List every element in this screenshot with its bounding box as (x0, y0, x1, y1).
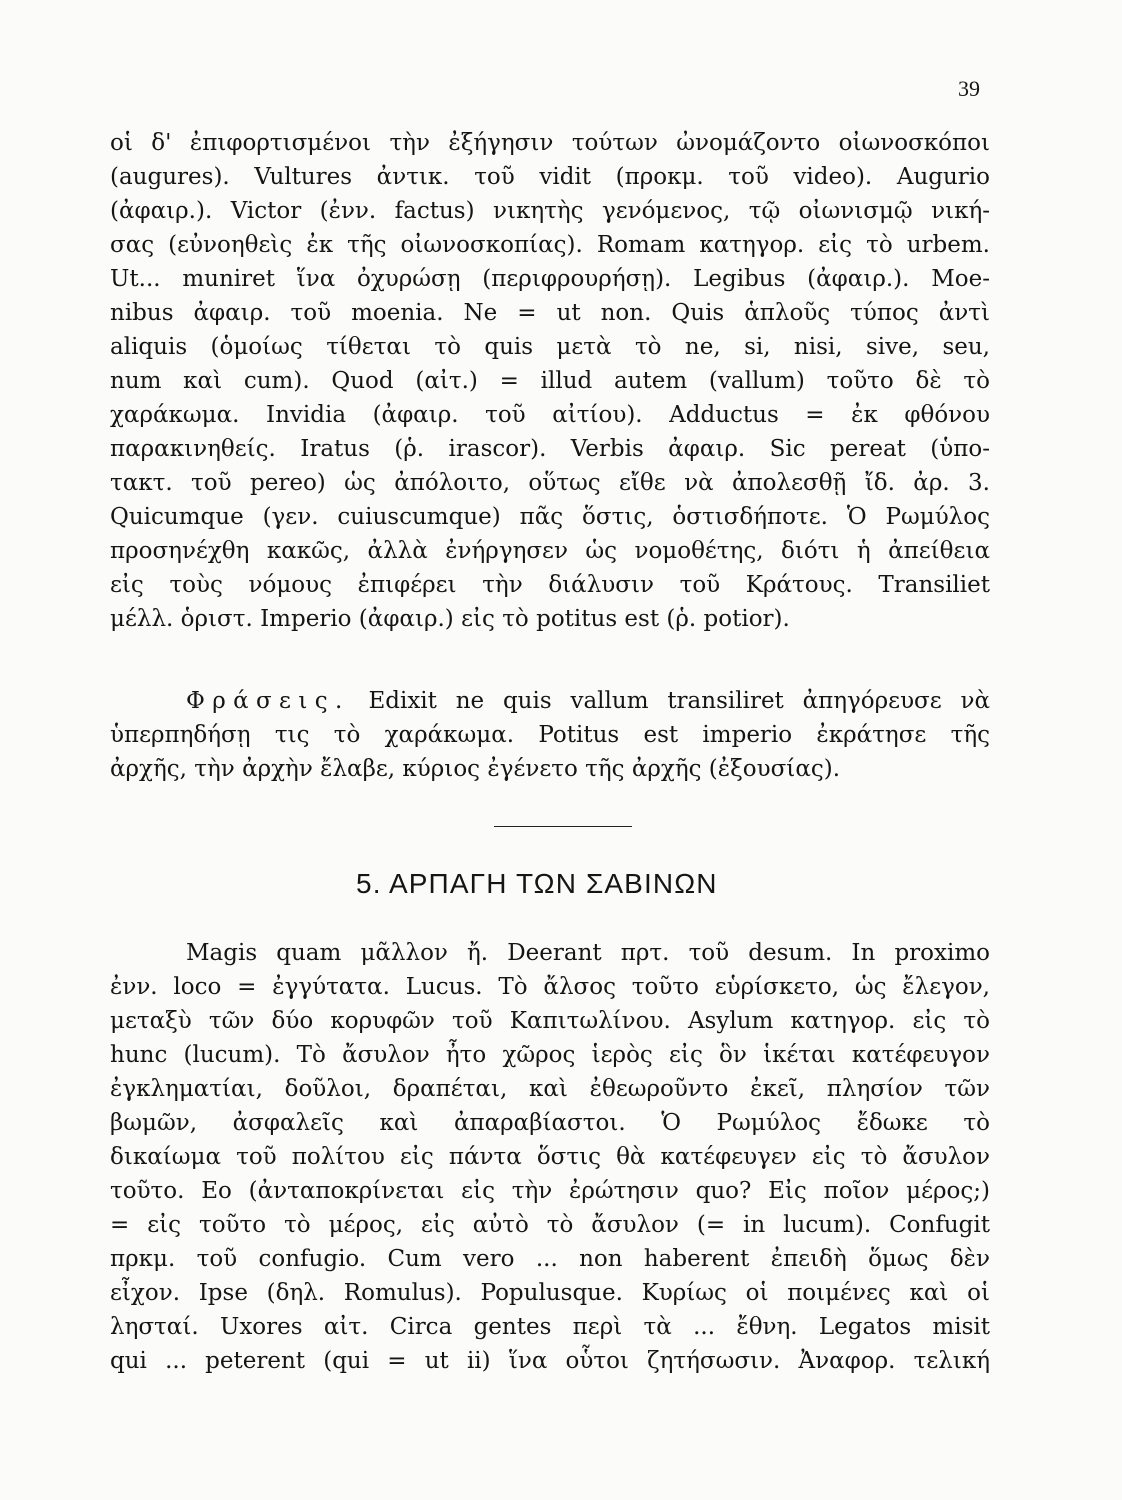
text-line: Edixit ne quis vallum transiliret ἀπηγόρευσε νὰ (368, 688, 990, 714)
text-line: πρκμ. τοῦ confugio. Cum vero ... non haberent ἐπειδὴ ὅμως δὲν (110, 1246, 990, 1272)
text-line: (ἀφαιρ.). Victor (ἐνν. factus) νικητὴς γενόμενος, τῷ οἰωνισμῷ νική- (110, 198, 990, 224)
text-line: εἶχον. Ipse (δηλ. Romulus). Populusque. Κυρίως οἱ ποιμένες καὶ οἱ (110, 1280, 990, 1306)
section-divider (494, 826, 632, 827)
text-line: μεταξὺ τῶν δύο κορυφῶν τοῦ Καπιτωλίνου. Asylum κατηγορ. εἰς τὸ (110, 1008, 990, 1034)
text-line: ὑπερπηδήσῃ τις τὸ χαράκωμα. Potitus est imperio ἐκράτησε τῆς (110, 722, 990, 748)
text-line: nibus ἀφαιρ. τοῦ moenia. Ne = ut non. Quis ἁπλοῦς τύπος ἀντὶ (110, 300, 990, 326)
page-number: 39 (958, 76, 980, 101)
text-line: λησταί. Uxores αἰτ. Circa gentes περὶ τὰ ... ἔθνη. Legatos misit (110, 1314, 990, 1340)
text-line: ἐγκληματίαι, δοῦλοι, δραπέται, καὶ ἐθεωροῦντο ἐκεῖ, πλησίον τῶν (110, 1076, 990, 1102)
text-line: οἱ δ' ἐπιφορτισμένοι τὴν ἐξήγησιν τούτων ὠνομάζοντο οἰωνοσκόποι (110, 130, 990, 156)
text-line: aliquis (ὁμοίως τίθεται τὸ quis μετὰ τὸ ne, si, nisi, sive, seu, (110, 334, 990, 360)
text-line: ἀρχῆς, τὴν ἀρχὴν ἔλαβε, κύριος ἐγένετο τῆς ἀρχῆς (ἐξουσίας). (110, 756, 841, 782)
phrases-heading: Φράσεις. (186, 688, 350, 714)
phrases-block (110, 684, 990, 786)
text-line: Ut... muniret ἵνα ὀχυρώσῃ (περιφρουρήσῃ). Legibus (ἀφαιρ.). Moe- (110, 266, 990, 292)
text-line: Magis quam μᾶλλον ἤ. Deerant πρτ. τοῦ desum. In proximo (186, 940, 990, 966)
text-line: = εἰς τοῦτο τὸ μέρος, εἰς αὐτὸ τὸ ἄσυλον (= in lucum). Confugit (110, 1212, 990, 1238)
text-line: βωμῶν, ἀσφαλεῖς καὶ ἀπαραβίαστοι. Ὁ Ρωμύλος ἔδωκε τὸ (110, 1110, 990, 1136)
text-line: τοῦτο. Eo (ἀνταποκρίνεται εἰς τὴν ἐρώτησιν quo? Εἰς ποῖον μέρος;) (110, 1178, 990, 1204)
text-line: ἐνν. loco = ἐγγύτατα. Lucus. Τὸ ἄλσος τοῦτο εὑρίσκετο, ὡς ἔλεγον, (110, 974, 990, 1000)
section-body (110, 936, 990, 1378)
text-line: hunc (lucum). Τὸ ἄσυλον ἦτο χῶρος ἱερὸς εἰς ὃν ἱκέται κατέφευγον (110, 1042, 990, 1068)
text-line: μέλλ. ὁριστ. Imperio (ἀφαιρ.) εἰς τὸ potitus est (ῥ. potior). (110, 606, 790, 632)
text-line: qui ... peterent (qui = ut ii) ἵνα οὗτοι ζητήσωσιν. Ἀναφορ. τελική (110, 1348, 990, 1374)
text-line: num καὶ cum). Quod (αἰτ.) = illud autem (vallum) τοῦτο δὲ τὸ (110, 368, 990, 394)
text-line: τακτ. τοῦ pereo) ὡς ἀπόλοιτο, οὕτως εἴθε νὰ ἀπολεσθῇ ἴδ. ἀρ. 3. (110, 470, 990, 496)
text-line: σας (εὐνοηθεὶς ἐκ τῆς οἰωνοσκοπίας). Romam κατηγορ. εἰς τὸ urbem. (110, 232, 990, 258)
text-line: χαράκωμα. Invidia (ἀφαιρ. τοῦ αἰτίου). Adductus = ἐκ φθόνου (110, 402, 990, 428)
section-title: 5. ΑΡΠΑΓΗ ΤΩΝ ΣΑΒΙΝΩΝ (356, 868, 718, 899)
text-line: προσηνέχθη κακῶς, ἀλλὰ ἐνήργησεν ὡς νομοθέτης, διότι ἡ ἀπείθεια (110, 538, 990, 564)
text-line: (augures). Vultures ἀντικ. τοῦ vidit (προκμ. τοῦ video). Augurio (110, 164, 990, 190)
text-line: δικαίωμα τοῦ πολίτου εἰς πάντα ὅστις θὰ κατέφευγεν εἰς τὸ ἄσυλον (110, 1144, 990, 1170)
phrases-first-line (110, 684, 990, 718)
commentary-block (110, 126, 990, 636)
text-line: παρακινηθείς. Iratus (ῥ. irascor). Verbis ἀφαιρ. Sic pereat (ὑπο- (110, 436, 990, 462)
text-line: Quicumque (γεν. cuiuscumque) πᾶς ὅστις, ὁστισδήποτε. Ὁ Ρωμύλος (110, 504, 990, 530)
text-line: εἰς τοὺς νόμους ἐπιφέρει τὴν διάλυσιν τοῦ Κράτους. Transiliet (110, 572, 990, 598)
